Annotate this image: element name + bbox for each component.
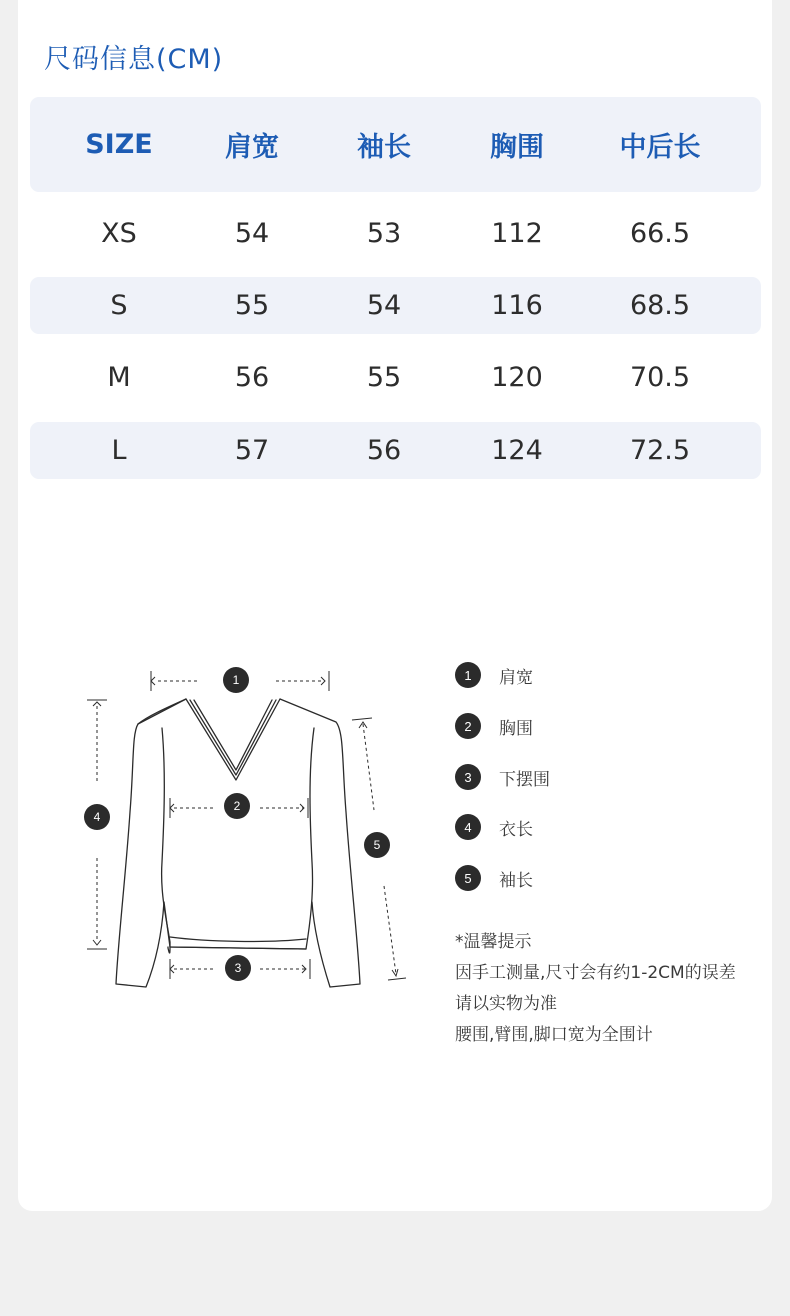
table-cell: 57 <box>234 435 270 466</box>
sweater-hem <box>170 937 306 949</box>
legend-label: 衣长 <box>499 819 533 840</box>
sleeve-arrow-top <box>363 724 374 810</box>
sweater-body-left <box>138 699 314 949</box>
table-cell: 53 <box>366 218 402 249</box>
legend-item-shoulder <box>455 662 533 688</box>
table-cell: 54 <box>234 218 270 249</box>
table-cell: M <box>107 362 131 393</box>
sweater-body-right <box>280 699 360 987</box>
table-cell: 70.5 <box>629 362 691 393</box>
table-row <box>30 349 761 406</box>
legend-label: 下摆围 <box>499 769 550 790</box>
legend-item-length <box>455 814 533 840</box>
tips-line: 请以实物为准 <box>455 994 557 1014</box>
table-cell: XS <box>101 218 137 249</box>
tips-line: 因手工测量,尺寸会有约1-2CM的误差 <box>455 963 736 983</box>
sweater-outline <box>116 699 186 987</box>
table-cell: 55 <box>234 290 270 321</box>
table-cell: 68.5 <box>629 290 691 321</box>
legend-number: 5 <box>455 865 481 891</box>
legend-label: 肩宽 <box>499 667 533 688</box>
marker-1-label: 1 <box>232 673 240 687</box>
legend-number: 3 <box>455 764 481 790</box>
sweater-measurement-diagram <box>78 662 418 1002</box>
table-cell: 116 <box>491 290 543 321</box>
section-title: 尺码信息(CM) <box>44 44 224 75</box>
header-chest: 胸围 <box>490 132 544 163</box>
marker-2-label: 2 <box>233 799 241 813</box>
table-cell: 72.5 <box>629 435 691 466</box>
header-back-length: 中后长 <box>619 132 701 163</box>
table-cell: 66.5 <box>629 218 691 249</box>
marker-5-label: 5 <box>373 838 381 852</box>
header-size: SIZE <box>85 129 153 160</box>
size-table-header <box>30 97 761 192</box>
table-cell: S <box>110 290 128 321</box>
legend-label: 胸围 <box>499 718 533 739</box>
table-cell: 56 <box>366 435 402 466</box>
tips-line: 腰围,臂围,脚口宽为全围计 <box>455 1025 653 1045</box>
legend-item-sleeve <box>455 865 533 891</box>
legend-item-chest <box>455 713 533 739</box>
table-cell: 124 <box>491 435 543 466</box>
table-cell: 112 <box>491 218 543 249</box>
marker-4-label: 4 <box>93 810 101 824</box>
legend-label: 袖长 <box>499 870 533 891</box>
tips-heading: *温馨提示 <box>455 932 532 952</box>
legend-number: 1 <box>455 662 481 688</box>
marker-3-label: 3 <box>234 961 242 975</box>
table-cell: 120 <box>491 362 543 393</box>
header-shoulder: 肩宽 <box>225 132 279 163</box>
table-row <box>30 422 761 479</box>
measurement-tips <box>455 927 765 1051</box>
table-cell: 56 <box>234 362 270 393</box>
legend-number: 4 <box>455 814 481 840</box>
table-row <box>30 277 761 334</box>
table-cell: L <box>111 435 127 466</box>
table-cell: 54 <box>366 290 402 321</box>
legend-item-hem <box>455 764 550 790</box>
sleeve-arrow-bottom <box>384 886 396 974</box>
legend-number: 2 <box>455 713 481 739</box>
table-row <box>30 205 761 262</box>
header-sleeve: 袖长 <box>357 132 411 163</box>
table-cell: 55 <box>366 362 402 393</box>
